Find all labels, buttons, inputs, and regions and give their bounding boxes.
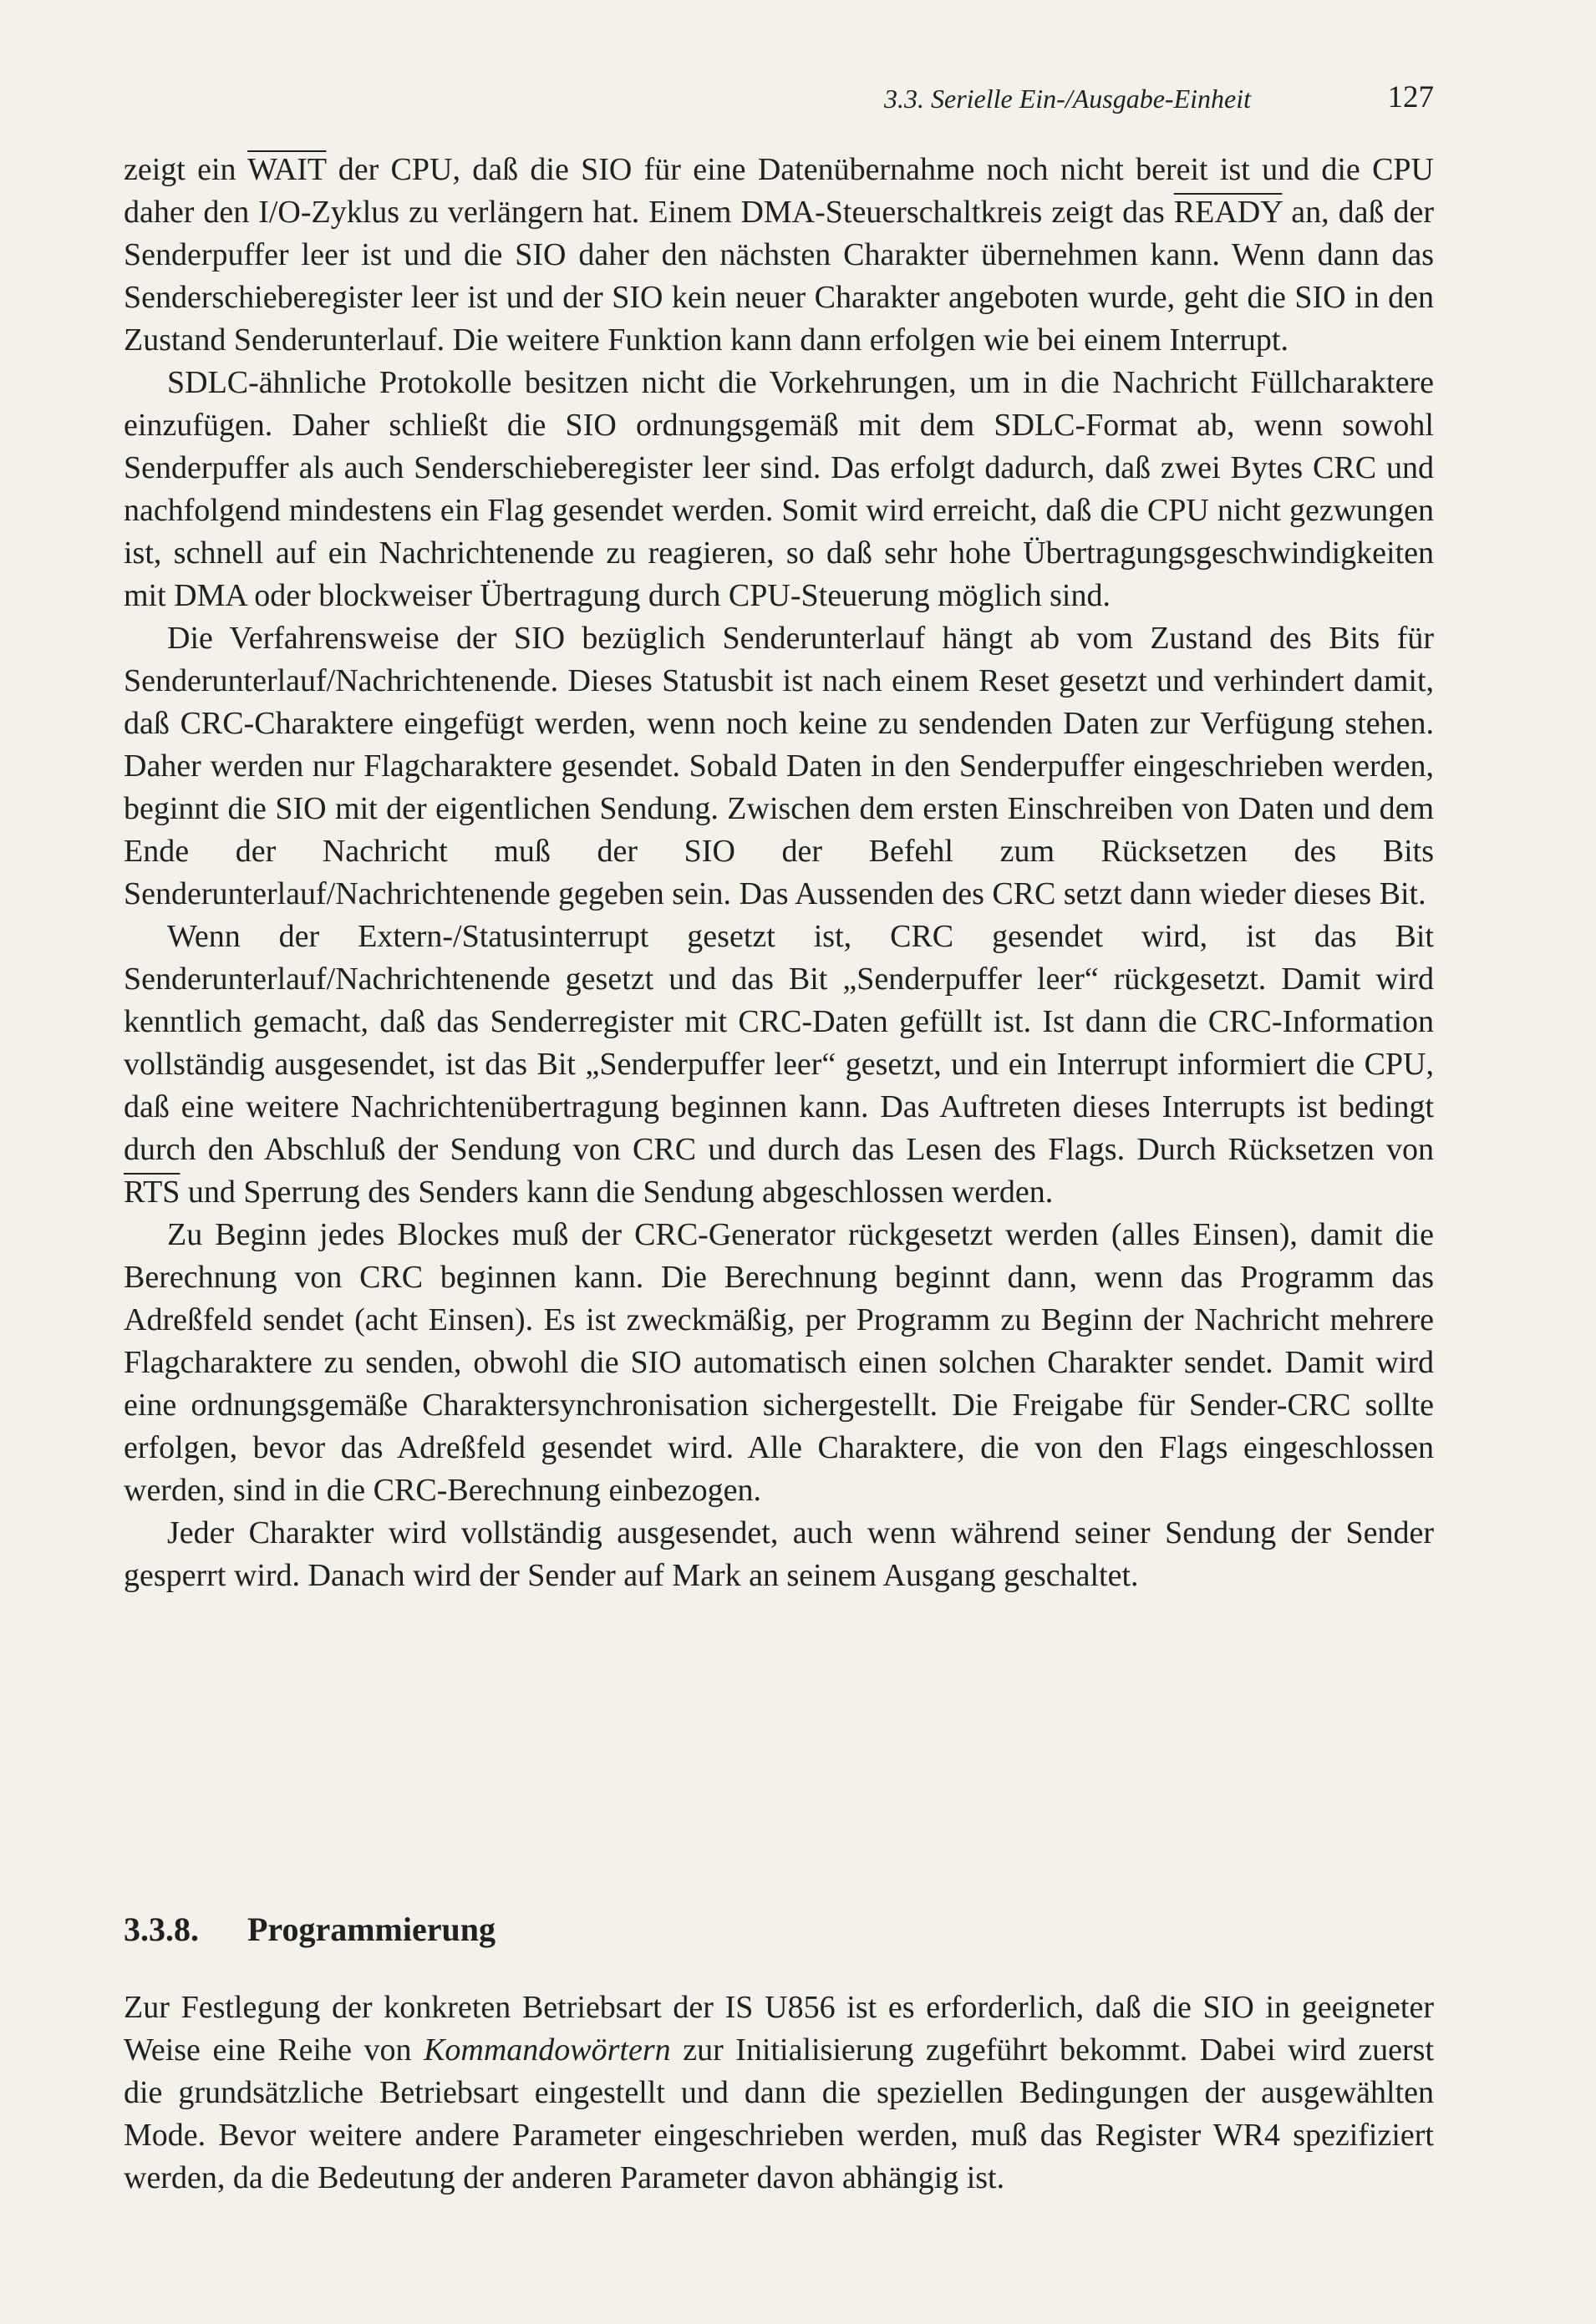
body-text: [124, 149, 1434, 1597]
section-heading: [124, 1910, 496, 1950]
paragraph-text: zeigt ein: [124, 152, 248, 187]
book-page: [124, 75, 1434, 2281]
paragraph-text: und Sperrung des Senders kann die Sendung abgeschlossen werden.: [180, 1175, 1054, 1210]
section-number: 3.3.8.: [124, 1910, 199, 1948]
paragraph-text: der CPU, daß die SIO für eine Datenübernahme noch nicht bereit ist und die CPU daher den I/O-Zyklus zu verlängern hat. Einem DMA-Steuerschaltkreis zeigt das: [124, 152, 1434, 230]
section-body: [124, 1987, 1434, 2200]
paragraph-status-interrupt: [124, 916, 1434, 1214]
overlined-signal-ready: READY: [1173, 195, 1283, 230]
section-title: Programmierung: [247, 1910, 496, 1948]
italic-term: Kommandowörtern: [424, 2032, 671, 2068]
paragraph-programming: [124, 1987, 1434, 2200]
paragraph-continued: [124, 149, 1434, 362]
overlined-signal-rts: $\overline{RTS}$: [124, 1175, 180, 1210]
paragraph-text: an, daß der Senderpuffer leer ist und die SIO daher den nächsten Charakter übernehmen kann. Wenn dann das Senderschieberegister leer ist und der SIO kein neuer Charakter angeboten wurde, geht die SIO in den Zustand Senderunterlauf. Die weitere Funktion kann dann erfolgen wie bei einem Interrupt.: [124, 195, 1434, 358]
paragraph-underrun: Die Verfahrensweise der SIO bezüglich Senderunterlauf hängt ab vom Zustand des Bits für Senderunterlauf/Nachrichtenende. Dieses Statusbit ist nach einem Reset gesetzt und verhindert damit, daß CRC-Charaktere eingefügt werden, wenn noch keine zu sendenden Daten zur Verfügung stehen. Daher werden nur Flagcharaktere gesendet. Sobald Daten in den Senderpuffer eingeschrieben werden, beginnt die SIO mit der eigentlichen Sendung. Zwischen dem ersten Einschreiben von Daten und dem Ende der Nachricht muß der SIO der Befehl zum Rücksetzen des Bits Senderunterlauf/Nachrichtenende gegeben sein. Das Aussenden des CRC setzt dann wieder dieses Bit.: [124, 621, 1434, 911]
page-number: 127: [1387, 80, 1434, 114]
paragraph-sdlc: SDLC-ähnliche Protokolle besitzen nicht die Vorkehrungen, um in die Nachricht Füllcharaktere einzufügen. Daher schließt die SIO ordnungsgemäß mit dem SDLC-Format ab, wenn sowohl Senderpuffer als auch Senderschieberegister leer sind. Das erfolgt dadurch, daß zwei Bytes CRC und nachfolgend mindestens ein Flag gesendet werden. Somit wird erreicht, daß die CPU nicht gezwungen ist, schnell auf ein Nachrichtenende zu reagieren, so daß sehr hohe Übertragungsgeschwindigkeiten mit DMA oder blockweiser Übertragung durch CPU-Steuerung möglich sind.: [124, 365, 1434, 613]
paragraph-character-output: Jeder Charakter wird vollständig ausgesendet, auch wenn während seiner Sendung der Sender gesperrt wird. Danach wird der Sender auf Mark an seinem Ausgang geschaltet.: [124, 1515, 1434, 1593]
paragraph-text: Zur Festlegung der konkreten Betriebsart der IS U856 ist es erforderlich, daß die SIO in geeigneter Weise eine Reihe von: [124, 1990, 1434, 2068]
paragraph-text: zur Initialisierung zugeführt bekommt. Dabei wird zuerst die grundsätzliche Betriebsart eingestellt und dann die speziellen Bedingungen der ausgewählten Mode. Bevor weitere andere Parameter eingeschrieben werden, muß das Register WR4 spezifiziert werden, da die Bedeutung der anderen Parameter davon abhängig ist.: [124, 2032, 1435, 2195]
running-header: [124, 75, 1434, 125]
running-title: 3.3. Serielle Ein-/Ausgabe-Einheit: [884, 84, 1251, 114]
overlined-signal-wait: WAIT: [247, 152, 327, 187]
paragraph-crc-generator: Zu Beginn jedes Blockes muß der CRC-Generator rückgesetzt werden (alles Einsen), damit die Berechnung von CRC beginnen kann. Die Berechnung beginnt dann, wenn das Programm das Adreßfeld sendet (acht Einsen). Es ist zweckmäßig, per Programm zu Beginn der Nachricht mehrere Flagcharaktere zu senden, obwohl die SIO automatisch einen solchen Charakter sendet. Damit wird eine ordnungsgemäße Charaktersynchronisation sichergestellt. Die Freigabe für Sender-CRC sollte erfolgen, bevor das Adreßfeld gesendet wird. Alle Charaktere, die von den Flags eingeschlossen werden, sind in die CRC-Berechnung einbezogen.: [124, 1217, 1434, 1508]
paragraph-text: Wenn der Extern-/Statusinterrupt gesetzt ist, CRC gesendet wird, ist das Bit Senderunterlauf/Nachrichtenende gesetzt und das Bit „Senderpuffer leer“ rückgesetzt. Damit wird kenntlich gemacht, daß das Senderregister mit CRC-Daten gefüllt ist. Ist dann die CRC-Information vollständig ausgesendet, ist das Bit „Senderpuffer leer“ gesetzt, und ein Interrupt informiert die CPU, daß eine weitere Nachrichtenübertragung beginnen kann. Das Auftreten dieses Interrupts ist bedingt durch den Abschluß der Sendung von CRC und durch das Lesen des Flags. Durch Rücksetzen von: [124, 919, 1434, 1167]
